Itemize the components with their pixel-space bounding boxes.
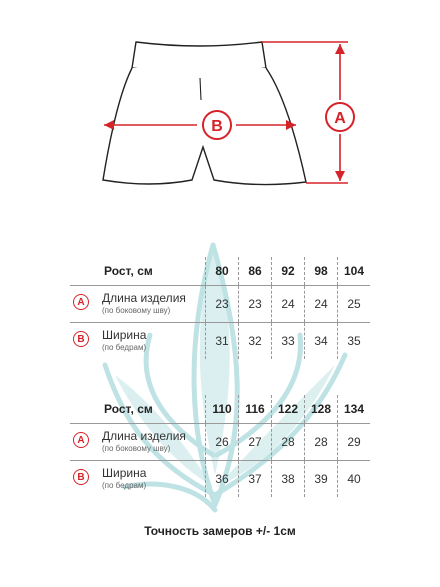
table-cell: 24 <box>272 286 305 323</box>
table-row-width <box>70 461 370 498</box>
table-cell: 33 <box>272 323 305 360</box>
table-cell: 36 <box>206 461 239 498</box>
table-cell: 23 <box>206 286 239 323</box>
width-sublabel: (по бедрам) <box>102 343 147 352</box>
table-row-length <box>70 424 370 461</box>
shorts-diagram <box>0 0 440 220</box>
badge-a-text: A <box>334 110 346 127</box>
table-cell: 40 <box>338 461 371 498</box>
table-cell: 34 <box>305 323 338 360</box>
width-sublabel: (по бедрам) <box>102 481 147 490</box>
badge-b-text: B <box>211 118 223 135</box>
size-table-2 <box>70 395 370 497</box>
height-116: 116 <box>239 395 272 424</box>
table-cell: 39 <box>305 461 338 498</box>
badge-b: B <box>73 469 89 485</box>
height-98: 98 <box>305 257 338 286</box>
length-label: Длина изделия <box>102 291 186 305</box>
table-cell: 31 <box>206 323 239 360</box>
height-header-label: Рост, см <box>70 257 206 286</box>
row-label-width <box>70 461 206 498</box>
height-122: 122 <box>272 395 305 424</box>
table-cell: 26 <box>206 424 239 461</box>
table-cell: 23 <box>239 286 272 323</box>
row-label-length <box>70 286 206 323</box>
row-label-length <box>70 424 206 461</box>
width-label: Ширина <box>102 466 147 480</box>
table-cell: 29 <box>338 424 371 461</box>
size-table-1 <box>70 257 370 359</box>
badge-b: B <box>73 331 89 347</box>
height-header-label: Рост, см <box>70 395 206 424</box>
table-cell: 37 <box>239 461 272 498</box>
height-104: 104 <box>338 257 371 286</box>
table-cell: 35 <box>338 323 371 360</box>
width-label: Ширина <box>102 328 147 342</box>
table-cell: 27 <box>239 424 272 461</box>
length-sublabel: (по боковому шву) <box>102 306 171 315</box>
table-cell: 38 <box>272 461 305 498</box>
length-label: Длина изделия <box>102 429 186 443</box>
measurement-accuracy-note: Точность замеров +/- 1см <box>144 524 296 538</box>
length-sublabel: (по боковому шву) <box>102 444 171 453</box>
height-86: 86 <box>239 257 272 286</box>
table-header-row <box>70 395 370 424</box>
table-cell: 25 <box>338 286 371 323</box>
badge-a: A <box>73 432 89 448</box>
table-row-length <box>70 286 370 323</box>
table-row-width <box>70 323 370 360</box>
table-cell: 32 <box>239 323 272 360</box>
height-80: 80 <box>206 257 239 286</box>
row-label-width <box>70 323 206 360</box>
height-92: 92 <box>272 257 305 286</box>
table-header-row <box>70 257 370 286</box>
height-134: 134 <box>338 395 371 424</box>
badge-a: A <box>73 294 89 310</box>
table-cell: 24 <box>305 286 338 323</box>
table-cell: 28 <box>272 424 305 461</box>
height-110: 110 <box>206 395 239 424</box>
table-cell: 28 <box>305 424 338 461</box>
height-128: 128 <box>305 395 338 424</box>
